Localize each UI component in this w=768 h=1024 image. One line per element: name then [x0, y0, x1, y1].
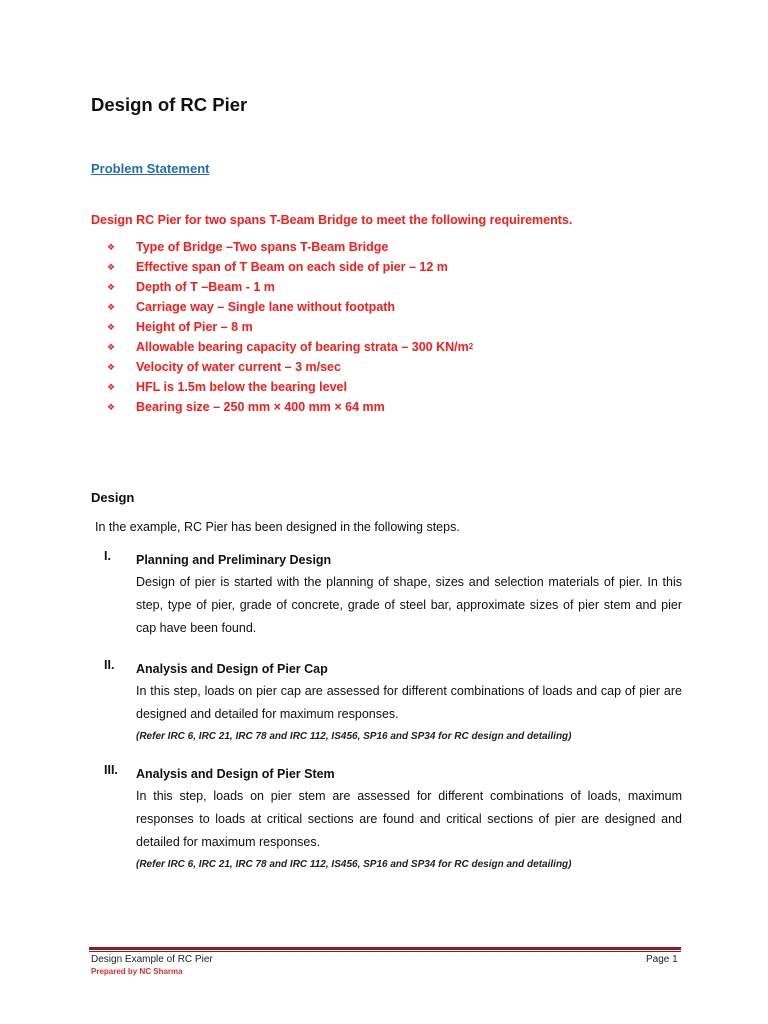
list-item: ❖ Effective span of T Beam on each side of pier – 12 m: [107, 257, 473, 277]
page-title: Design of RC Pier: [91, 94, 248, 115]
diamond-bullet-icon: ❖: [107, 282, 116, 292]
list-item: ❖ Type of Bridge –Two spans T-Beam Bridge: [107, 237, 473, 257]
footer-page-number: Page 1: [646, 954, 678, 965]
requirements-intro: Design RC Pier for two spans T-Beam Bridge to meet the following requirements.: [91, 213, 573, 227]
list-item: ❖ Carriage way – Single lane without footpath: [107, 297, 473, 317]
diamond-bullet-icon: ❖: [107, 362, 116, 372]
list-item: ❖ Bearing size – 250 mm × 400 mm × 64 mm: [107, 397, 473, 417]
diamond-bullet-icon: ❖: [107, 402, 116, 412]
step-reference: (Refer IRC 6, IRC 21, IRC 78 and IRC 112, IS456, SP16 and SP34 for RC design and detailing): [136, 731, 572, 742]
step-reference: (Refer IRC 6, IRC 21, IRC 78 and IRC 112, IS456, SP16 and SP34 for RC design and detailing): [136, 859, 572, 870]
problem-statement-link[interactable]: Problem Statement: [91, 161, 210, 176]
diamond-bullet-icon: ❖: [107, 262, 116, 272]
superscript: 2: [468, 342, 474, 351]
step-title: Analysis and Design of Pier Stem: [136, 767, 335, 781]
step-text: In this step, loads on pier stem are assessed for different combinations of loads, maximum responses to loads at critical sections are found and critical sections of pier are designed and detailed for maximum responses.: [136, 789, 682, 849]
list-item: ❖ Allowable bearing capacity of bearing strata – 300 KN/m 2: [107, 337, 473, 357]
list-item: ❖ Height of Pier – 8 m: [107, 317, 473, 337]
step-text: Design of pier is started with the planning of shape, sizes and selection materials of pier. In this step, type of pier, grade of concrete, grade of steel bar, approximate sizes of pier stem and pier cap have been found.: [136, 575, 682, 635]
step-text: In this step, loads on pier cap are assessed for different combinations of loads and cap of pier are designed and detailed for maximum responses.: [136, 684, 682, 721]
design-heading: Design: [91, 490, 135, 505]
step-number: II.: [104, 658, 115, 672]
footer-rule-thin: [89, 951, 681, 952]
step-number: III.: [104, 763, 118, 777]
footer-rule: [89, 947, 681, 950]
diamond-bullet-icon: ❖: [107, 382, 116, 392]
list-item: ❖ HFL is 1.5m below the bearing level: [107, 377, 473, 397]
step-number: I.: [104, 549, 111, 563]
diamond-bullet-icon: ❖: [107, 322, 116, 332]
diamond-bullet-icon: ❖: [107, 302, 116, 312]
diamond-bullet-icon: ❖: [107, 342, 116, 352]
requirements-list: [107, 237, 473, 417]
step-title: Planning and Preliminary Design: [136, 553, 332, 567]
footer-author: Prepared by NC Sharma: [91, 967, 183, 976]
design-intro: In the example, RC Pier has been designed in the following steps.: [95, 520, 460, 534]
footer-doc-title: Design Example of RC Pier: [91, 954, 213, 965]
list-item: ❖ Depth of T –Beam - 1 m: [107, 277, 473, 297]
diamond-bullet-icon: ❖: [107, 242, 116, 252]
step-title: Analysis and Design of Pier Cap: [136, 662, 328, 676]
list-item: ❖ Velocity of water current – 3 m/sec: [107, 357, 473, 377]
